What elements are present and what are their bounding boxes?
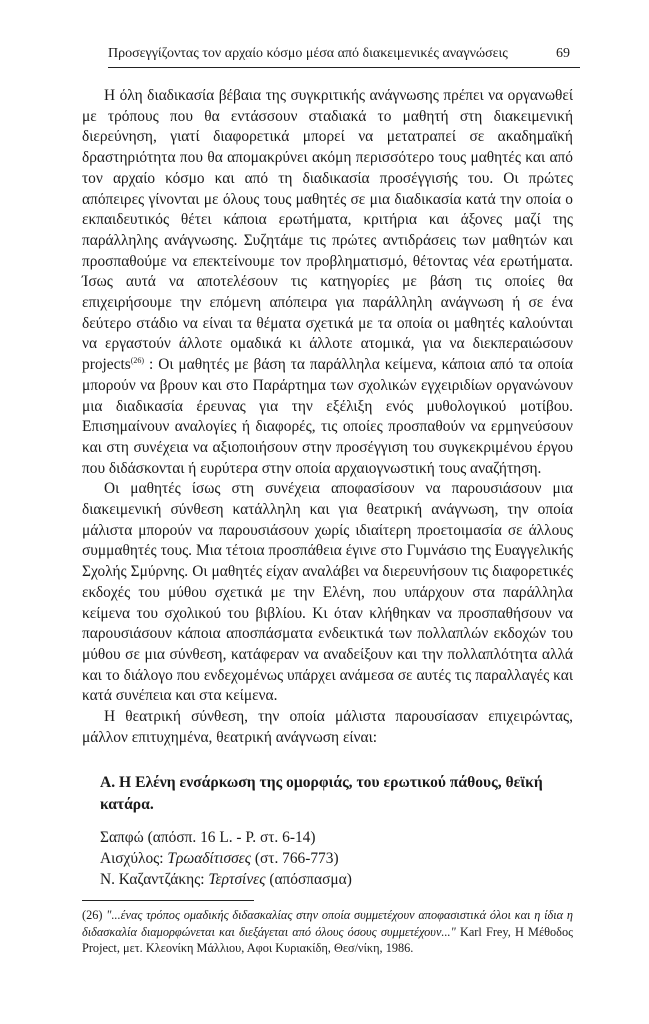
- page-number: 69: [556, 46, 570, 61]
- source-ref: (στ. 766-773): [251, 850, 339, 867]
- source-author: Σαπφώ: [100, 829, 144, 846]
- source-ref: (απόσπασμα): [265, 871, 352, 888]
- footnote-reference: (26): [130, 356, 145, 366]
- source-list: [100, 827, 352, 890]
- main-text: [82, 86, 573, 749]
- header-rule: [108, 67, 580, 68]
- source-author: Αισχύλος:: [100, 850, 168, 867]
- section-heading: Α. Η Ελένη ενσάρκωση της ομορφιάς, του ερωτικού πάθους, θεϊκή κατάρα.: [100, 774, 543, 813]
- paragraph-2: Οι μαθητές ίσως στη συνέχεια αποφασίσουν να παρουσιάσουν μια διακειμενική σύνθεση κατάλληλη και για θεατρική ανάγνωση, την οποία μάλιστα μπορούν να παρουσιάσουν χωρίς ιδιαίτερη προετοιμασία σε άλλους συμμαθητές τους. Μια τέτοια προσπάθεια έγινε στο Γυμνάσιο της Ευαγγελικής Σχολής Σμύρνης. Οι μαθητές είχαν αναλάβει να διερευνήσουν τις διαφορετικές εκδοχές του μύθου σχετικά με την Ελένη, που υπάρχουν στα παράλληλα κείμενα του σχολικού του βιβλίου. Κι όταν κλήθηκαν να προσπαθήσουν να παρουσιάσουν κάποια αποσπάσματα ενδεικτικά των πολλαπλών εκδοχών του μύθου σε μια σύνθεση, κατάφεραν να αναδείξουν και την πολλαπλότητα αλλά και το διάλογο που ενδεχομένως υπάρχει ανάμεσα σε αυτές τις παραλλαγές και κατά συνέπεια και στα κείμενα.: [82, 480, 573, 705]
- source-item: [100, 848, 352, 869]
- footnote-rule: [82, 900, 254, 901]
- paragraph-1-text: Η όλη διαδικασία βέβαια της συγκριτικής ανάγνωσης πρέπει να οργανωθεί με τρόπους που θα εντάσσουν σταδιακά το μαθητή στη διακειμενική διερεύνηση, γιατί διαφορετικά μπορεί να μετατραπεί σε ακαδημαϊκή δραστηριότητα που θα απομακρύνει ακόμη περισσότερο τους μαθητές και από τον αρχαίο κόσμο και από τη διαδικασία προσέγγισής του. Οι πρώτες απόπειρες γίνονται με όλους τους μαθητές σε μια διαδικασία κατά την οποία ο εκπαιδευτικός θέτει κάποια ερωτήματα, κριτήρια και άξονες μαζί της παράλληλης ανάγνωσης. Συζητάμε τις πρώτες αντιδράσεις των μαθητών και προσπαθούμε να επεκτείνουμε τον προβληματισμό, θέτοντας νέα ερωτήματα. Ίσως αυτά να αποτελέσουν τις κατηγορίες με βάση τις οποίες θα επιχειρήσουμε την επόμενη απόπειρα για παράλληλη ανάγνωση ή σε ένα δεύτερο στάδιο να είναι τα θέματα σχετικά με τα οποία οι μαθητές καλούνται να εργαστούν άλλοτε ομαδικά κι άλλοτε ατομικά, για να διεκπεραιώσουν projects: [82, 87, 573, 374]
- paragraph-1: [82, 86, 573, 479]
- source-author: Ν. Καζαντζάκης:: [100, 871, 209, 888]
- paragraph-1-text-cont: : Οι μαθητές με βάση τα παράλληλα κείμενα, κάποια από τα οποία μπορούν να βρουν και στο Παράρτημα των σχολικών εγχειριδίων οργανώνουν μια διαδικασία έρευνας για την εξέλιξη ενός μυθολογικού μοτίβου. Επισημαίνουν αναλογίες ή διαφορές, τις οποίες προσπαθούν να ερμηνεύσουν και στη συνέχεια να αξιοποιήσουν στην προσέγγιση του συγκεκριμένου έργου που διδάσκονται ή ευρύτερα στην οποία αρχαιογνωστική τους αναζήτηση.: [82, 356, 573, 477]
- footnote-number: (26): [82, 908, 103, 922]
- source-work: Τερτσίνες: [208, 871, 266, 888]
- source-work: Τρωαδίτισσες: [167, 850, 251, 867]
- source-item: [100, 869, 352, 890]
- source-item: [100, 827, 352, 848]
- paragraph-3: Η θεατρική σύνθεση, την οποία μάλιστα παρουσίασαν επιχειρώντας, μάλλον επιτυχημένα, θεατρική ανάγνωση είναι:: [82, 708, 573, 746]
- running-header-title: Προσεγγίζοντας τον αρχαίο κόσμο μέσα από διακειμενικές αναγνώσεις: [108, 46, 508, 61]
- footnote-citation: Karl Frey, Η Μέθοδος Project, μετ. Κλεονίκη Μάλλιου, Αφοι Κυριακίδη, Θεσ/νίκη, 1986.: [82, 924, 573, 955]
- source-ref: (απόσπ. 16 L. - P. στ. 6-14): [147, 829, 316, 846]
- footnote: [82, 907, 573, 957]
- running-header: [108, 44, 578, 66]
- footnote-quote: "...ένας τρόπος ομαδικής διδασκαλίας στην οποία συμμετέχουν αποφασιστικά όλοι και η ίδια η διδασκαλία διαμορφώνεται και διεξάγεται από όλους όσους συμμετέχουν...": [82, 908, 573, 939]
